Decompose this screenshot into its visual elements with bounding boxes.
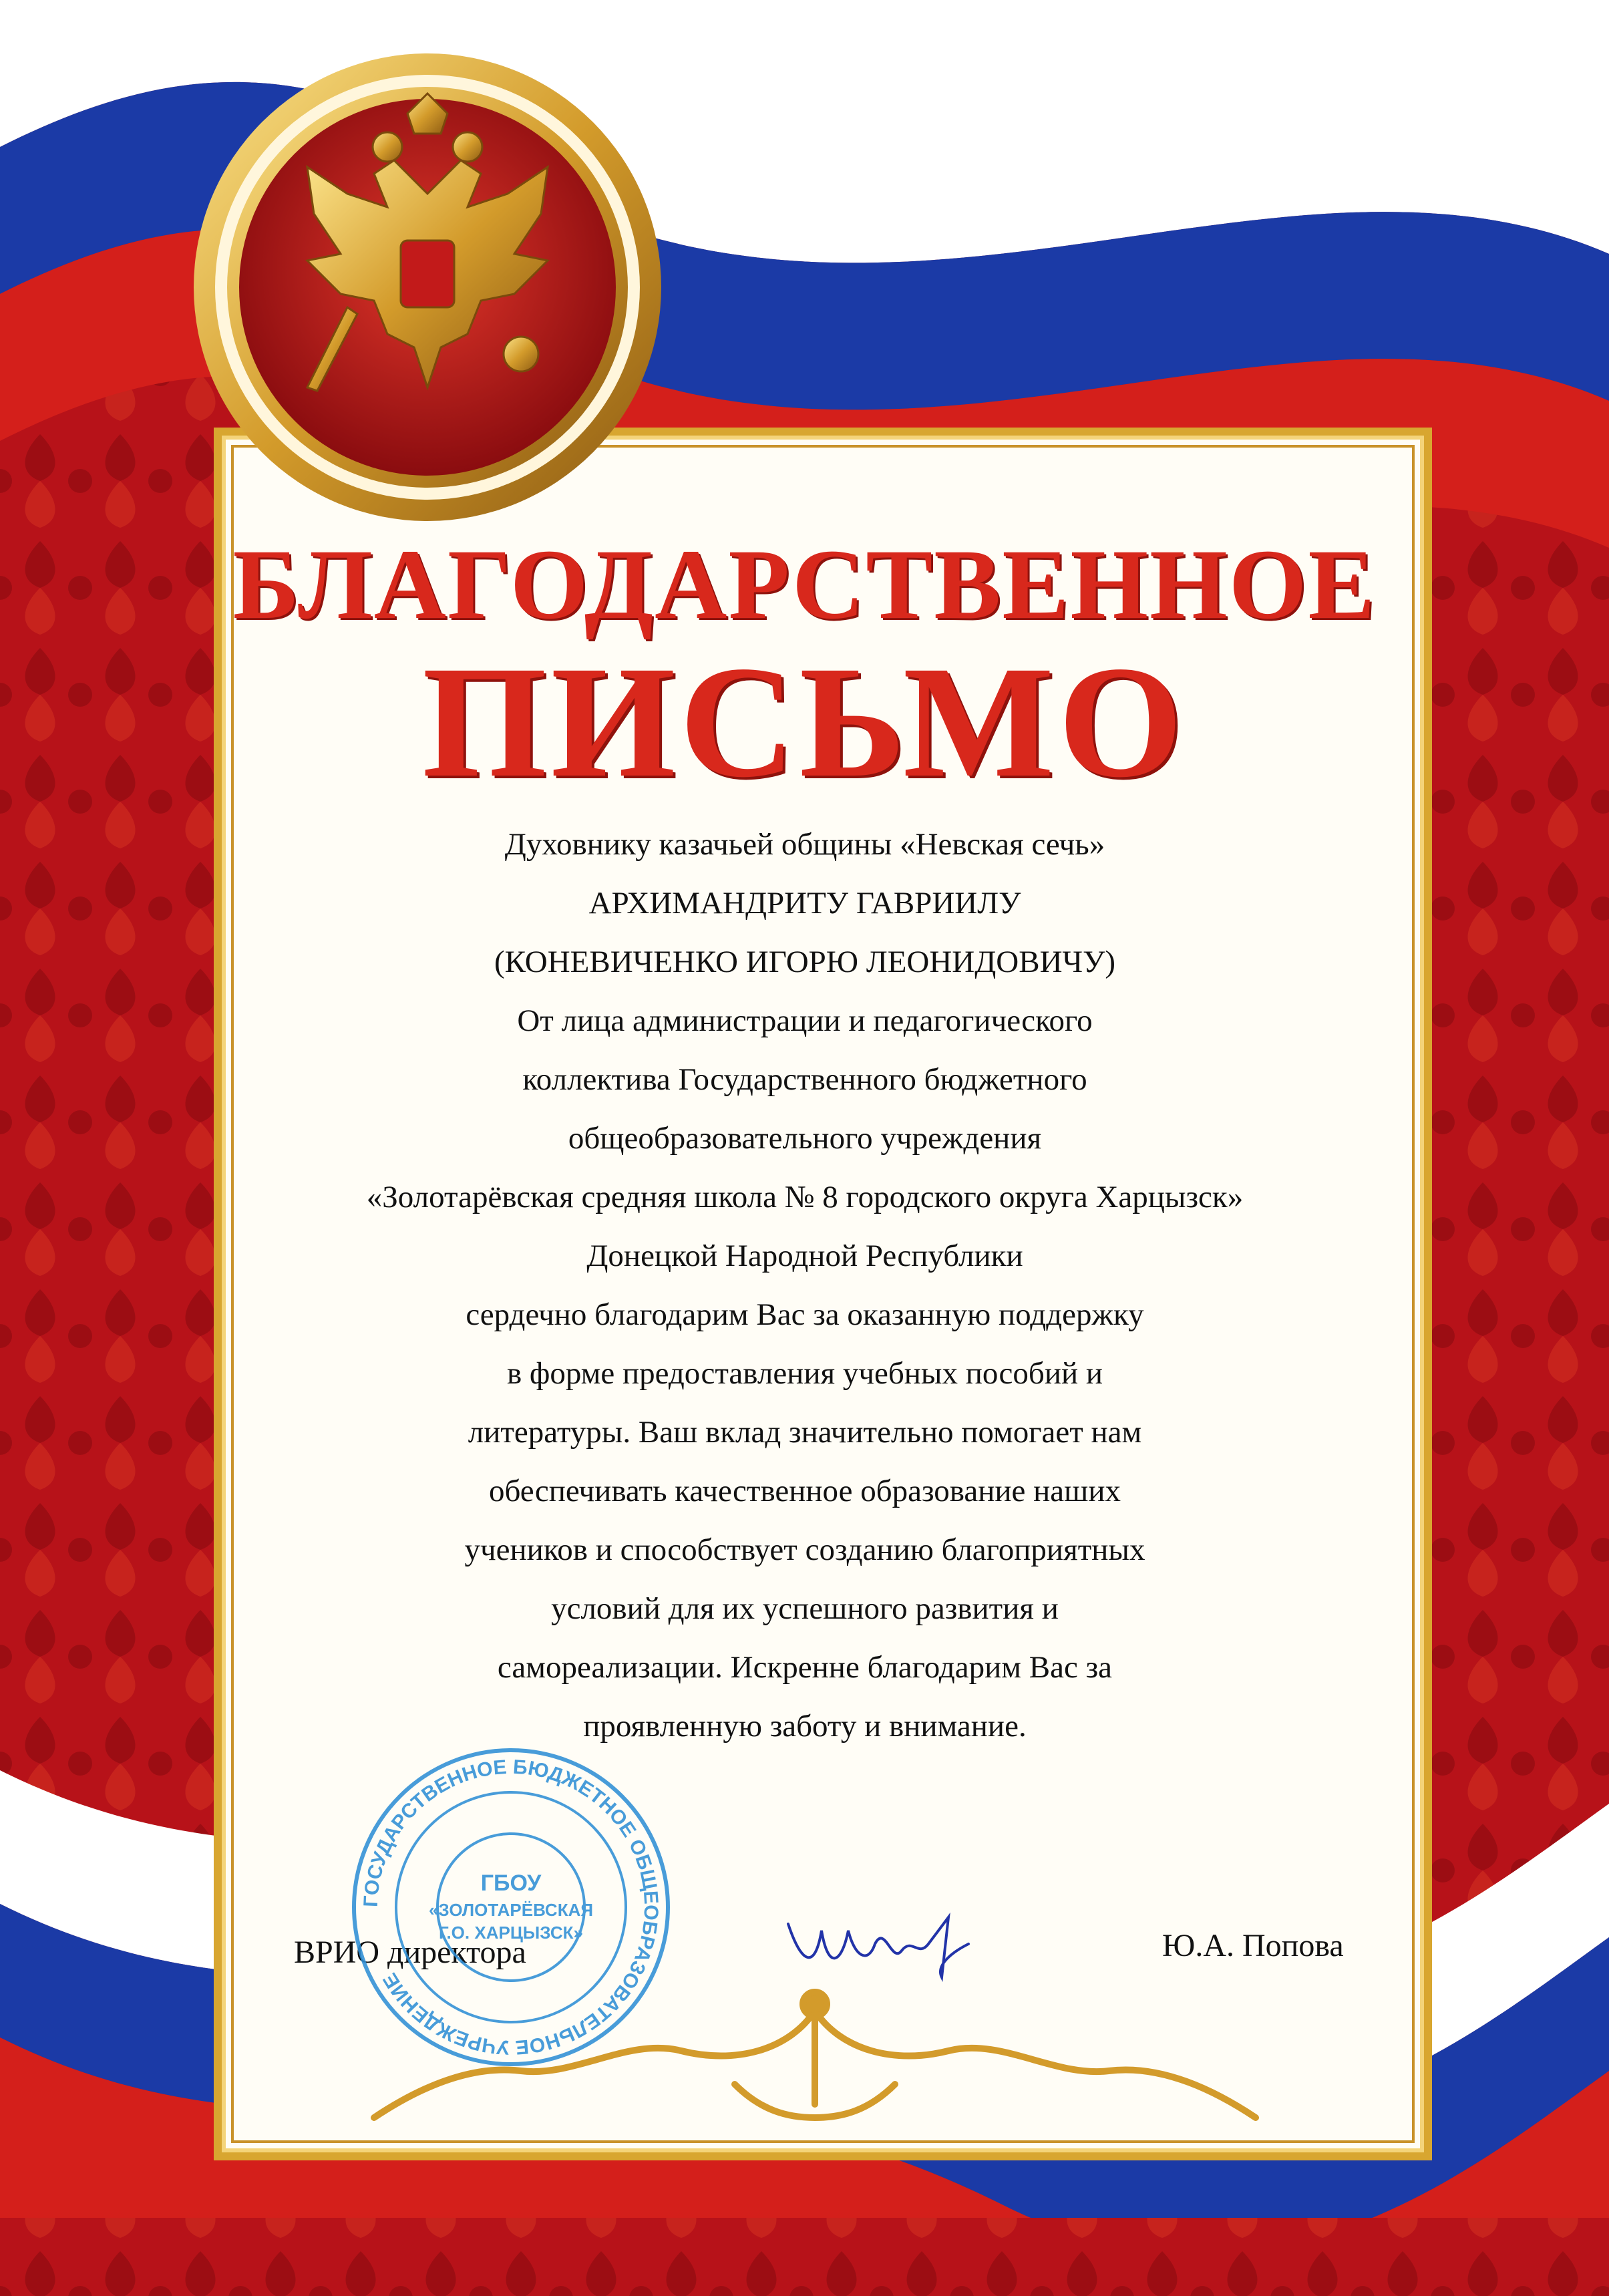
- body-line: «Золотарёвская средняя школа № 8 городского округа Харцызск»: [366, 1180, 1244, 1214]
- body-line: От лица администрации и педагогического: [517, 1003, 1093, 1038]
- body-line: Духовнику казачьей общины «Невская сечь»: [504, 827, 1105, 862]
- body-line: условий для их успешного развития и: [551, 1591, 1059, 1626]
- signer-role: ВРИО директора: [294, 1935, 526, 1970]
- coat-of-arms-emblem: [174, 40, 681, 534]
- document-title-line-2: ПИСЬМО: [422, 633, 1187, 810]
- body-line: проявленную заботу и внимание.: [583, 1709, 1027, 1744]
- body-line: учеников и способствует созданию благоприятных: [464, 1532, 1145, 1567]
- body-line: литературы. Ваш вклад значительно помогает нам: [468, 1415, 1142, 1450]
- body-line: коллектива Государственного бюджетного: [522, 1062, 1087, 1097]
- body-line: сердечно благодарим Вас за оказанную поддержку: [466, 1297, 1144, 1332]
- body-line: обеспечивать качественное образование наших: [489, 1474, 1121, 1508]
- stamp-center-line-3: Г.О. ХАРЦЫЗСК»: [438, 1923, 584, 1943]
- body-line: Донецкой Народной Республики: [586, 1239, 1023, 1273]
- body-line: в форме предоставления учебных пособий и: [506, 1356, 1103, 1391]
- body-line: (КОНЕВИЧЕНКО ИГОРЮ ЛЕОНИДОВИЧУ): [494, 945, 1116, 979]
- body-line: самореализации. Искренне благодарим Вас за: [497, 1650, 1113, 1685]
- document-title-line-1: БЛАГОДАРСТВЕННОЕ: [232, 529, 1377, 640]
- body-line: общеобразовательного учреждения: [568, 1121, 1042, 1156]
- stamp-center-line-1: ГБОУ: [480, 1870, 542, 1896]
- stamp-ring-text: ГОСУДАРСТВЕННОЕ БЮДЖЕТНОЕ ОБЩЕОБРАЗОВАТЕЛЬНОЕ УЧРЕЖДЕНИЕ: [359, 1756, 663, 2059]
- official-stamp: [347, 1744, 675, 2071]
- signer-name: Ю.А. Попова: [1162, 1928, 1344, 1963]
- stamp-center-line-2: «ЗОЛОТАРЁВСКАЯ: [428, 1900, 594, 1920]
- handwritten-signature: [775, 1904, 975, 1991]
- letter-body: [281, 815, 1329, 1756]
- body-line: АРХИМАНДРИТУ ГАВРИИЛУ: [588, 886, 1021, 921]
